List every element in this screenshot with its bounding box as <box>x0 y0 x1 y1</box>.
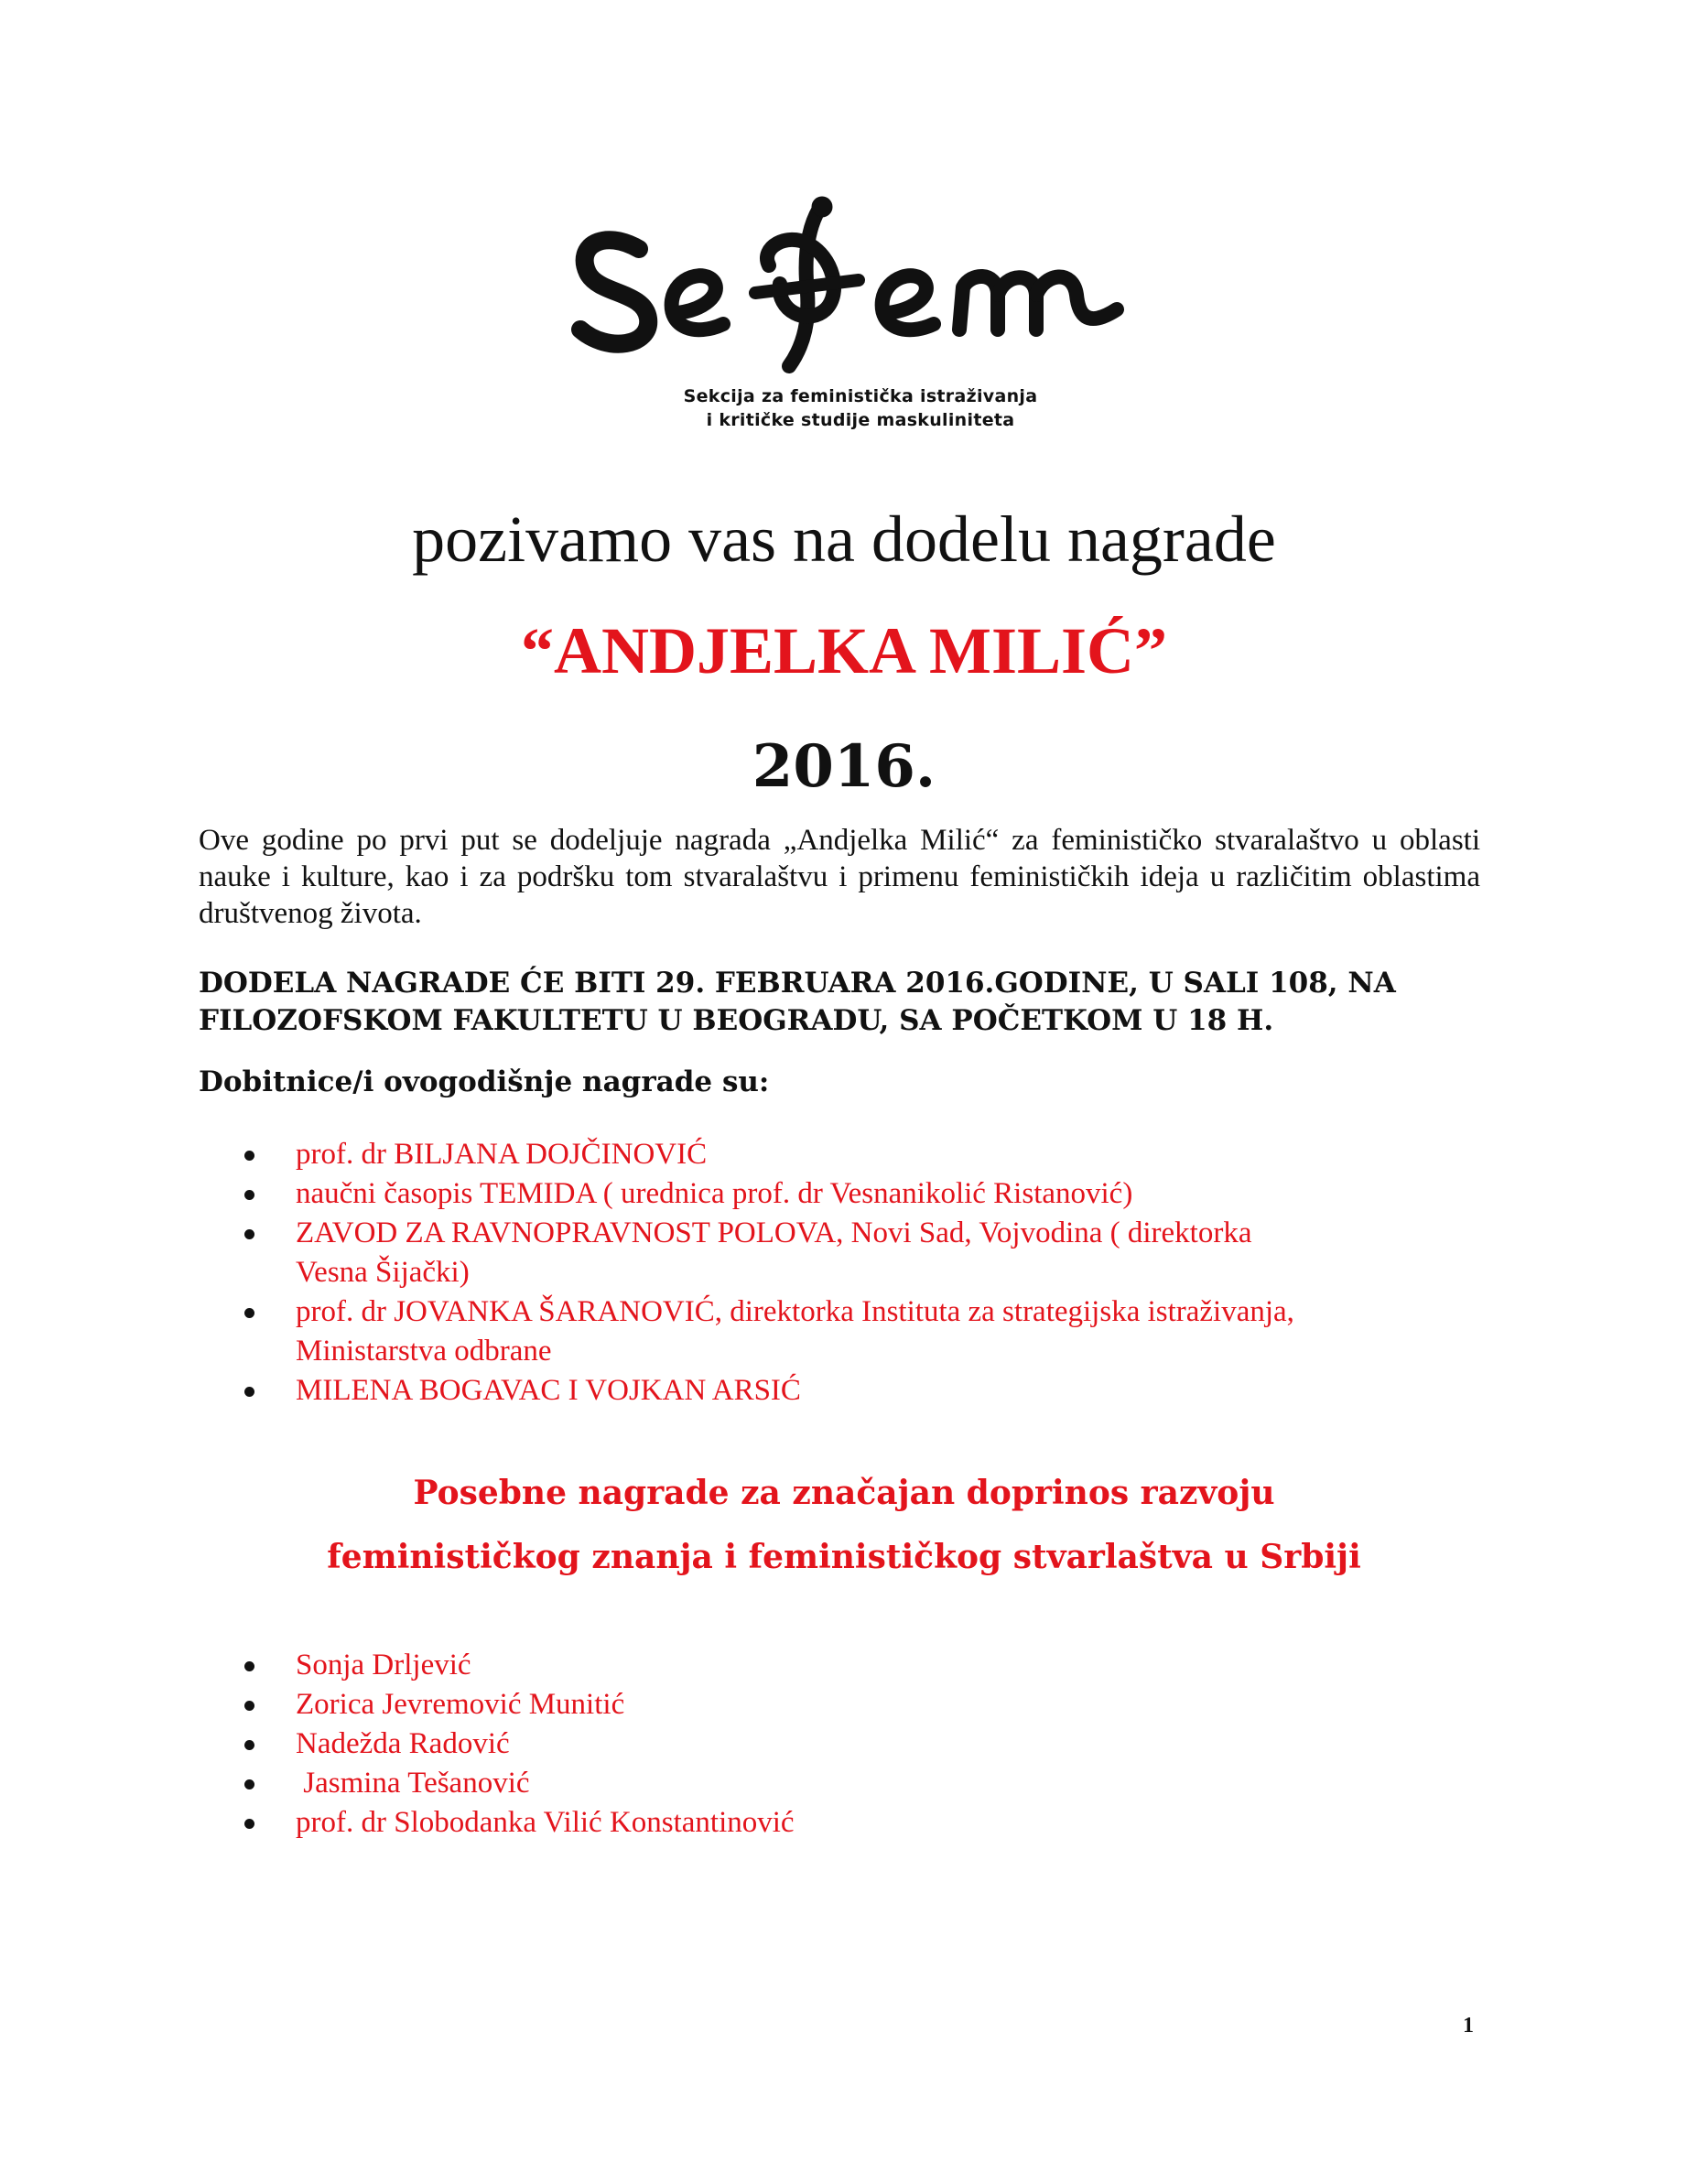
logo-subtitle-line2: i kritičke studije maskuliniteta <box>706 410 1015 430</box>
winners-list <box>244 1135 1508 1411</box>
list-item <box>244 1764 1508 1803</box>
list-item <box>244 1803 1508 1843</box>
list-item <box>244 1214 1508 1292</box>
bullet-icon <box>244 1779 254 1789</box>
list-item <box>244 1135 1508 1174</box>
page-number: 1 <box>1463 2014 1474 2038</box>
winner-name: prof. dr BILJANA DOJČINOVIĆ <box>296 1138 708 1171</box>
bullet-icon <box>244 1740 254 1750</box>
special-winner-name: Zorica Jevremović Munitić <box>296 1688 625 1721</box>
award-name: “ANDJELKA MILIĆ” <box>520 614 1168 687</box>
bullet-icon <box>244 1819 254 1829</box>
invitation-heading: pozivamo vas na dodelu nagrade <box>412 503 1276 576</box>
bullet-icon <box>244 1387 254 1397</box>
bullet-icon <box>244 1308 254 1318</box>
winner-name: naučni časopis TEMIDA ( urednica prof. dr Vesnanikolić Ristanović) <box>296 1177 1133 1210</box>
bullet-icon <box>244 1661 254 1671</box>
list-item <box>244 1724 1508 1764</box>
announcement-line: FILOZOFSKOM FAKULTETU U BEOGRADU, SA POČETKOM U 18 H. <box>199 1004 1274 1037</box>
winner-name: ZAVOD ZA RAVNOPRAVNOST POLOVA, Novi Sad, Vojvodina ( direktorka <box>296 1216 1252 1249</box>
special-awards-heading-line1: Posebne nagrade za značajan doprinos razvoju <box>413 1474 1275 1512</box>
winner-name-continued: Vesna Šijački) <box>296 1256 470 1289</box>
intro-paragraph: Ove godine po prvi put se dodeljuje nagrada „Andjelka Milić“ za feminističko stvaralaštvo u oblasti nauke i kulture, kao i za podršku tom stvaralaštvu i primenu feminističkih ideja u različitim oblastima društvenog života. <box>199 824 1480 930</box>
list-item <box>244 1646 1508 1685</box>
special-winner-name: Nadežda Radović <box>296 1727 510 1760</box>
bullet-icon <box>244 1229 254 1239</box>
special-winners-list <box>244 1646 1508 1843</box>
special-winner-name: Sonja Drljević <box>296 1649 471 1681</box>
list-item <box>244 1371 1508 1411</box>
special-winner-name: Jasmina Tešanović <box>296 1767 530 1800</box>
special-winner-name: prof. dr Slobodanka Vilić Konstantinović <box>296 1806 795 1839</box>
list-item <box>244 1292 1508 1371</box>
sefem-logo-mark <box>568 192 1153 375</box>
bullet-icon <box>244 1701 254 1711</box>
list-item <box>244 1174 1508 1214</box>
special-awards-heading-line2: feminističkog znanja i feminističkog stvarlaštva u Srbiji <box>327 1538 1361 1576</box>
ceremony-announcement <box>199 965 1489 1040</box>
winner-name-continued: Ministarstva odbrane <box>296 1335 552 1368</box>
winner-name: prof. dr JOVANKA ŠARANOVIĆ, direktorka Instituta za strategijska istraživanja, <box>296 1295 1294 1328</box>
list-item <box>244 1685 1508 1724</box>
winner-name: MILENA BOGAVAC I VOJKAN ARSIĆ <box>296 1374 801 1407</box>
award-year: 2016. <box>752 732 936 801</box>
winners-heading: Dobitnice/i ovogodišnje nagrade su: <box>199 1065 770 1098</box>
announcement-line: DODELA NAGRADE ĆE BITI 29. FEBRUARA 2016.GODINE, U SALI 108, NA <box>199 967 1396 1000</box>
sefem-logo <box>568 192 1153 430</box>
logo-subtitle-line1: Sekcija za feministička istraživanja <box>683 386 1038 406</box>
bullet-icon <box>244 1190 254 1200</box>
bullet-icon <box>244 1151 254 1161</box>
